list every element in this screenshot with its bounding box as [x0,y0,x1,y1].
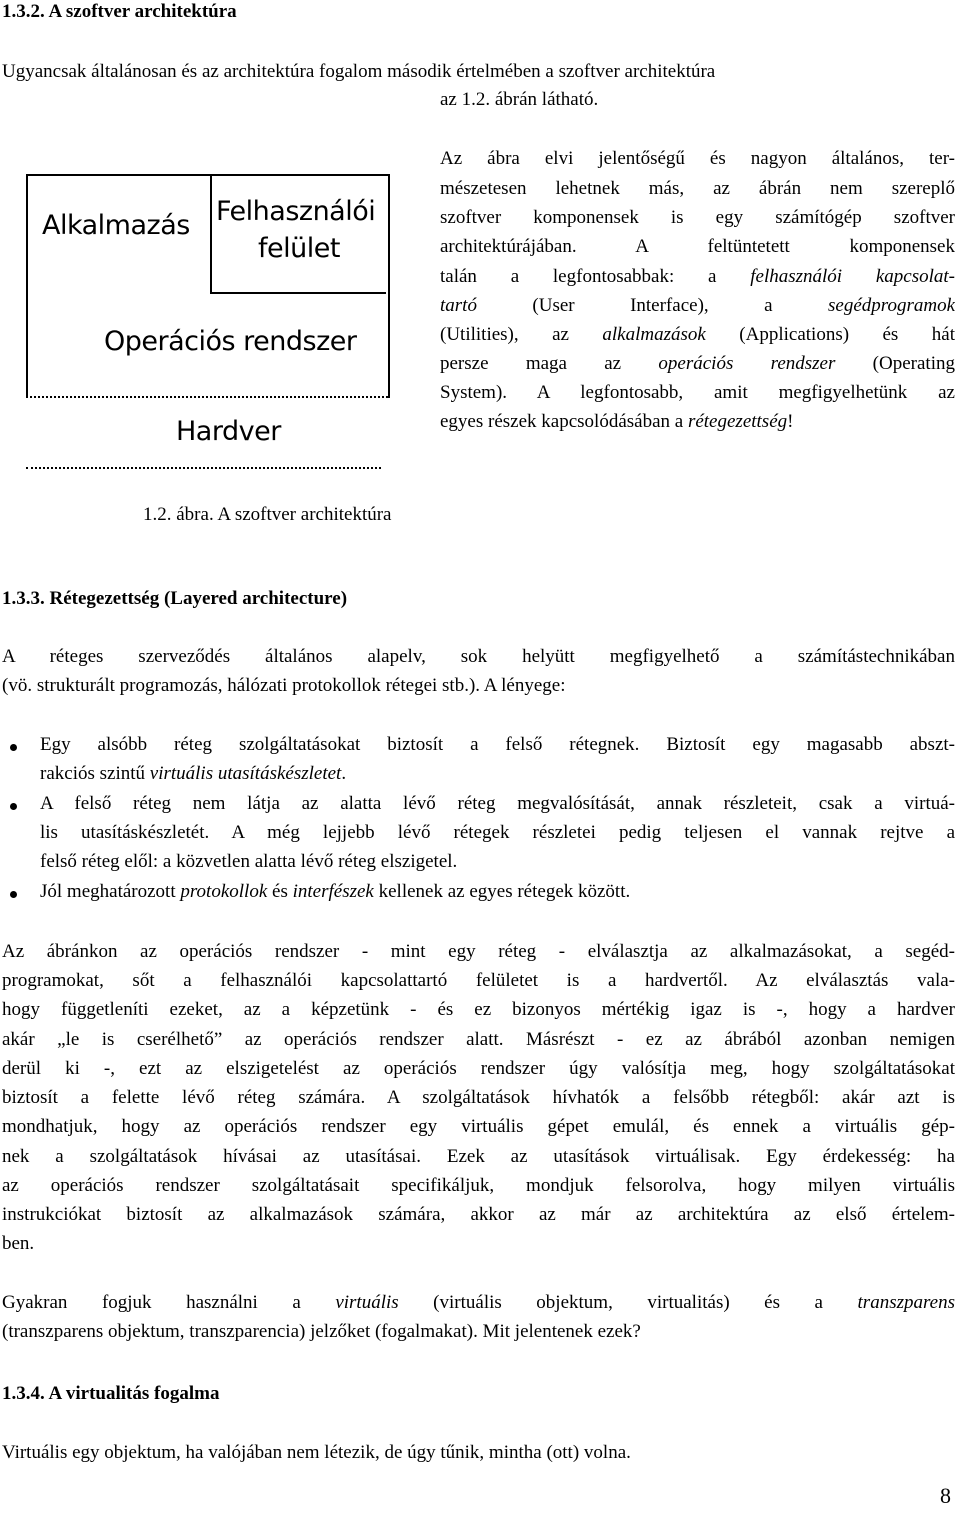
side-line: System). A legfontosabb, amit megfigyelhetünk az [440,382,955,403]
side-line: szoftver komponensek is egy számítógép szoftver [440,207,955,228]
section-heading: 1.3.3. Rétegezettség (Layered architecture) [2,588,348,609]
ui-label-line1: Felhasználói [216,196,376,227]
side-line: architektúrájában. A feltüntetett komponensek [440,236,955,257]
side-paragraph [440,294,955,318]
paragraph-line: ben. [2,1233,35,1254]
side-paragraph [440,265,955,289]
side-paragraph [440,352,955,376]
bullet-icon [10,891,17,898]
bullet-line: felső réteg elől: a közvetlen alatta lévő réteg elszigetel. [40,851,458,872]
paragraph-line: Az ábránkon az operációs rendszer - mint egy réteg - elválasztja az alkalmazásokat, a segéd- [2,941,955,962]
paragraph-line: az operációs rendszer szolgáltatásait specifikáljuk, mondjuk felsorolva, hogy milyen virtuális [2,1175,955,1196]
page-number: 8 [940,1483,951,1508]
paragraph-line: Virtuális egy objektum, ha valójában nem létezik, de úgy tűnik, mintha (ott) volna. [2,1442,631,1463]
paragraph-line: (transzparens objektum, transzparencia) jelzőket (fogalmakat). Mit jelentenek ezek? [2,1321,641,1342]
paragraph-line: hogy függetleníti ezeket, az a képzetünk - és ez bizonyos mértékig igaz is -, hogy a hardver [2,999,955,1020]
bullet-line: lis utasításkészletét. A még lejjebb lévő rétegek részletei pedig teljesen el vannak rejtve a [40,822,955,843]
side-paragraph [440,323,955,347]
side-paragraph [440,235,955,259]
paragraph-line: derül ki -, ezt az elszigetelést az operációs rendszer úgy valósítja meg, hogy szolgáltatásokat [2,1058,955,1079]
os-label: Operációs rendszer [104,326,357,357]
figure-caption: 1.2. ábra. A szoftver architektúra [143,504,392,525]
side-paragraph [440,147,955,171]
paragraph-line: Gyakran fogjuk használni a virtuális (virtuális objektum, virtualitás) és a transzparens [2,1292,955,1313]
side-line: persze maga az operációs rendszer (Operating [440,353,955,374]
hardware-label: Hardver [176,416,281,447]
side-line: talán a legfontosabbak: a felhasználói kapcsolat- [440,266,955,287]
paragraph-line: programokat, sőt a felhasználói kapcsolattartó felületet is a hardvertől. Az elválasztás vala- [2,970,955,991]
dotted-divider [26,396,388,398]
bullet-icon [10,744,17,751]
side-paragraph [440,381,955,405]
side-paragraph [440,206,955,230]
application-label: Alkalmazás [42,210,190,241]
side-paragraph [440,177,955,201]
intro-line: az 1.2. ábrán látható. [440,89,599,110]
bullet-line: Egy alsóbb réteg szolgáltatásokat biztosít a felső rétegnek. Biztosít egy magasabb abszt- [40,734,955,755]
side-line: Az ábra elvi jelentőségű és nagyon általános, ter- [440,148,955,169]
side-line: mészetesen lehetnek más, az ábrán nem szereplő [440,178,955,199]
bullet-line: rakciós szintű virtuális utasításkészletet. [40,763,347,784]
ui-label-line2: felület [258,233,340,264]
side-line: egyes részek kapcsolódásában a rétegezettség! [440,411,794,432]
paragraph-line: biztosít a felette lévő réteg számára. A szolgáltatások hívhatók a felsőbb rétegből: akár azt is [2,1087,955,1108]
section-heading: 1.3.4. A virtualitás fogalma [2,1383,220,1404]
paragraph-line: mondhatjuk, hogy az operációs rendszer egy virtuális gépet emulál, és ennek a virtuális gép- [2,1116,955,1137]
intro-line: Ugyancsak általánosan és az architektúra fogalom második értelmében a szoftver architektúra [2,61,716,82]
paragraph-line: A réteges szerveződés általános alapelv, sok helyütt megfigyelhető a számítástechnikában [2,646,955,667]
dotted-divider [26,467,381,469]
bullet-line: A felső réteg nem látja az alatta lévő réteg megvalósítását, annak részleteit, csak a virtuá- [40,793,955,814]
section-heading: 1.3.2. A szoftver architektúra [2,1,237,22]
side-line: (Utilities), az alkalmazások (Applications) és hát [440,324,955,345]
bullet-line: Jól meghatározott protokollok és interfészek kellenek az egyes rétegek között. [40,881,631,902]
side-line: tartó (User Interface), a segédprogramok [440,295,955,316]
paragraph-line: (vö. strukturált programozás, hálózati protokollok rétegei stb.). A lényege: [2,675,566,696]
paragraph-line: akár „le is cserélhető” az operációs rendszer alatt. Másrészt - ez az ábrából azonban nemigen [2,1029,955,1050]
paragraph-line: instrukciókat biztosít az alkalmazások számára, akkor az már az architektúra az első értelem- [2,1204,955,1225]
bullet-icon [10,803,17,810]
paragraph-line: nek a szolgáltatások hívásai az utasításai. Ezek az utasítások virtuálisak. Egy érdekesség: ha [2,1146,955,1167]
